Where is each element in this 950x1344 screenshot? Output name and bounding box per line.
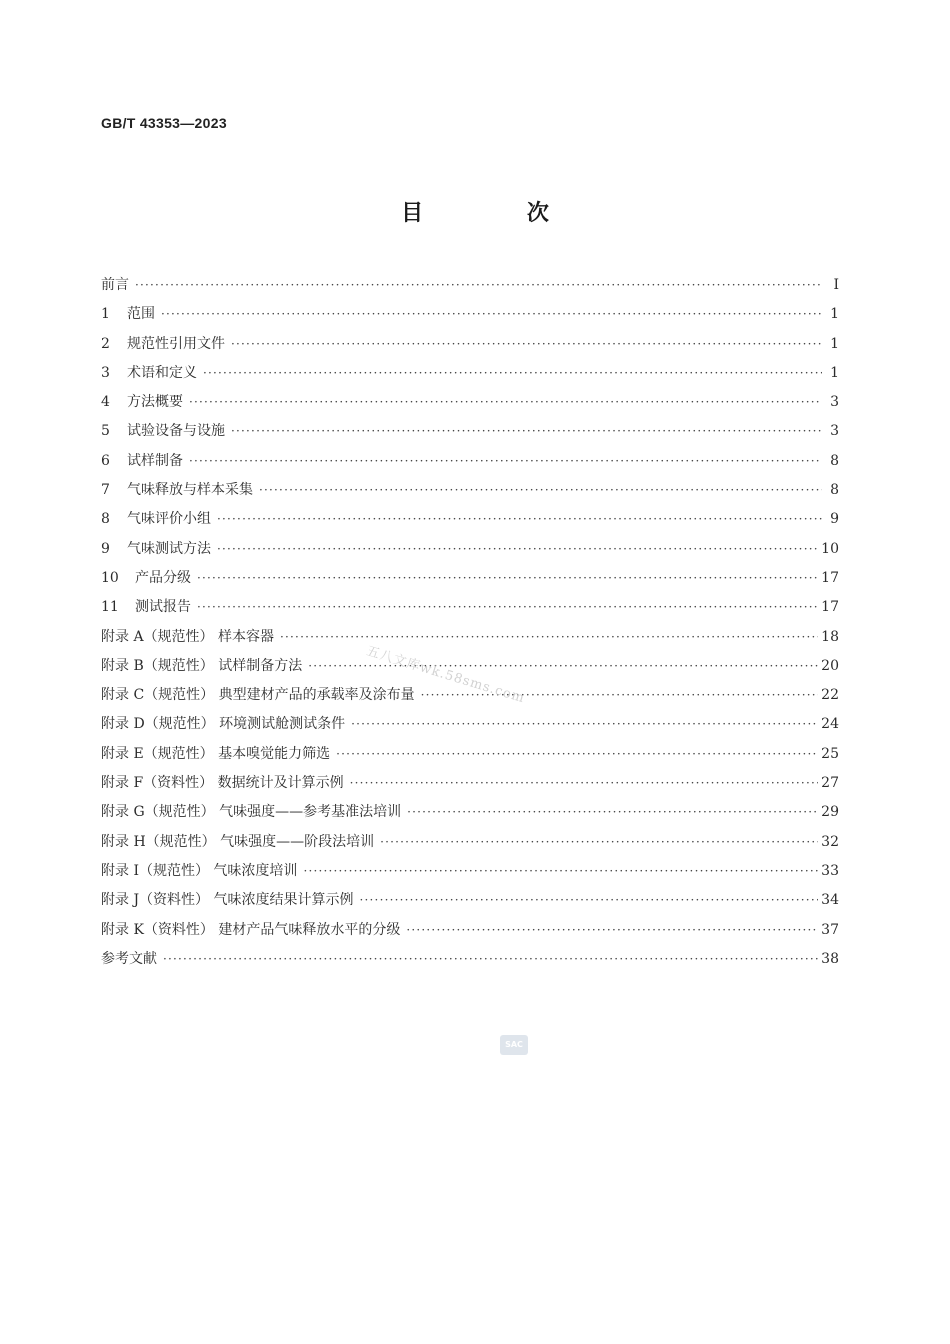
toc-entry-page: 17 [821,569,839,586]
dot-leader [406,916,818,945]
table-of-contents [101,271,839,974]
toc-entry-page: 29 [821,804,839,821]
dot-leader [380,828,818,857]
dot-leader [217,505,822,534]
dot-leader [350,769,819,798]
toc-entry-title: 测试报告 [135,599,191,616]
toc-entry[interactable] [101,886,839,915]
toc-entry-page: 32 [821,833,839,850]
toc-entry[interactable] [101,710,839,739]
toc-entry[interactable] [101,417,839,446]
toc-entry-number: 5 [101,423,110,440]
toc-entry[interactable] [101,623,839,652]
dot-leader [407,798,818,827]
toc-entry-page: 20 [821,657,839,674]
toc-entry-page: 3 [830,394,839,411]
toc-entry-title: 附录 A（规范性） 样本容器 [101,628,275,645]
dot-leader [231,330,822,359]
toc-entry[interactable] [101,447,839,476]
toc-entry-title: 气味评价小组 [127,511,211,528]
toc-entry-page: 18 [821,628,839,645]
toc-entry[interactable] [101,271,839,300]
toc-entry-page: 34 [821,892,839,909]
toc-entry-title: 附录 I（规范性） 气味浓度培训 [101,862,298,879]
toc-entry-number: 6 [101,452,110,469]
toc-entry[interactable] [101,535,839,564]
toc-entry-page: 10 [821,540,839,557]
toc-entry[interactable] [101,359,839,388]
toc-entry-title: 气味释放与样本采集 [127,482,253,499]
toc-entry-number: 4 [101,394,110,411]
dot-leader [303,857,818,886]
dot-leader [161,300,822,329]
toc-entry-title: 附录 J（资料性） 气味浓度结果计算示例 [101,892,354,909]
toc-entry[interactable] [101,828,839,857]
toc-entry-title: 附录 G（规范性） 气味强度——参考基准法培训 [101,804,402,821]
toc-entry-page: 9 [830,511,839,528]
toc-entry[interactable] [101,388,839,417]
dot-leader [351,710,818,739]
toc-entry[interactable] [101,564,839,593]
toc-entry-title: 参考文献 [101,950,157,967]
toc-entry[interactable] [101,740,839,769]
toc-entry-page: 24 [821,716,839,733]
sac-logo-icon: SAC [500,1035,528,1055]
toc-entry-title: 规范性引用文件 [127,335,225,352]
toc-entry[interactable] [101,916,839,945]
toc-entry[interactable] [101,476,839,505]
toc-entry-title: 附录 B（规范性） 试样制备方法 [101,657,303,674]
toc-entry-page: 1 [830,364,839,381]
toc-entry-title: 前言 [101,277,129,293]
toc-entry[interactable] [101,330,839,359]
toc-entry[interactable] [101,798,839,827]
toc-entry-page: 8 [830,482,839,499]
toc-entry-number: 2 [101,335,110,352]
toc-entry-number: 9 [101,540,110,557]
toc-entry-number: 10 [101,569,119,586]
dot-leader [336,740,818,769]
toc-entry-page: 27 [821,775,839,792]
dot-leader [280,623,818,652]
toc-entry-title: 试验设备与设施 [127,423,225,440]
toc-entry-title: 试样制备 [127,452,183,469]
toc-entry-title: 附录 E（规范性） 基本嗅觉能力筛选 [101,745,331,762]
toc-entry-page: 38 [821,950,839,967]
toc-entry-page: 8 [830,452,839,469]
toc-entry[interactable] [101,593,839,622]
toc-entry-number: 3 [101,364,110,381]
toc-entry-title: 附录 F（资料性） 数据统计及计算示例 [101,775,344,792]
dot-leader [197,564,818,593]
toc-entry-title: 范围 [127,306,155,323]
toc-entry[interactable] [101,857,839,886]
dot-leader [163,945,818,974]
toc-entry-page: 1 [830,306,839,323]
toc-entry-number: 7 [101,482,110,499]
toc-title: 目 次 [401,201,597,226]
toc-entry-title: 附录 H（规范性） 气味强度——阶段法培训 [101,833,375,850]
toc-entry-page: 37 [821,921,839,938]
toc-entry-page: 33 [821,862,839,879]
toc-entry[interactable] [101,769,839,798]
dot-leader [189,447,822,476]
toc-entry-page: 22 [821,687,839,704]
toc-entry-title: 气味测试方法 [127,540,211,557]
dot-leader [197,593,818,622]
dot-leader [203,359,822,388]
toc-entry-page: I [833,277,839,293]
toc-entry-number: 11 [101,599,119,616]
toc-entry-page: 25 [821,745,839,762]
dot-leader [231,417,822,446]
toc-entry-title: 术语和定义 [127,364,197,381]
toc-entry-title: 附录 D（规范性） 环境测试舱测试条件 [101,716,346,733]
toc-entry-number: 8 [101,511,110,528]
toc-entry-title: 方法概要 [127,394,183,411]
dot-leader [189,388,822,417]
toc-entry-title: 产品分级 [135,569,191,586]
toc-entry[interactable] [101,945,839,974]
toc-entry-page: 17 [821,599,839,616]
standard-code: GB/T 43353—2023 [101,115,227,131]
dot-leader [217,535,818,564]
dot-leader [135,271,822,300]
toc-entry[interactable] [101,505,839,534]
toc-entry[interactable] [101,300,839,329]
toc-entry-title: 附录 C（规范性） 典型建材产品的承载率及涂布量 [101,687,415,704]
toc-entry-page: 1 [830,335,839,352]
watermark: 五八文库wk.58sms.com [364,643,527,707]
toc-entry-page: 3 [830,423,839,440]
dot-leader [360,886,819,915]
toc-entry-title: 附录 K（资料性） 建材产品气味释放水平的分级 [101,921,401,938]
dot-leader [259,476,822,505]
toc-entry-number: 1 [101,306,110,323]
